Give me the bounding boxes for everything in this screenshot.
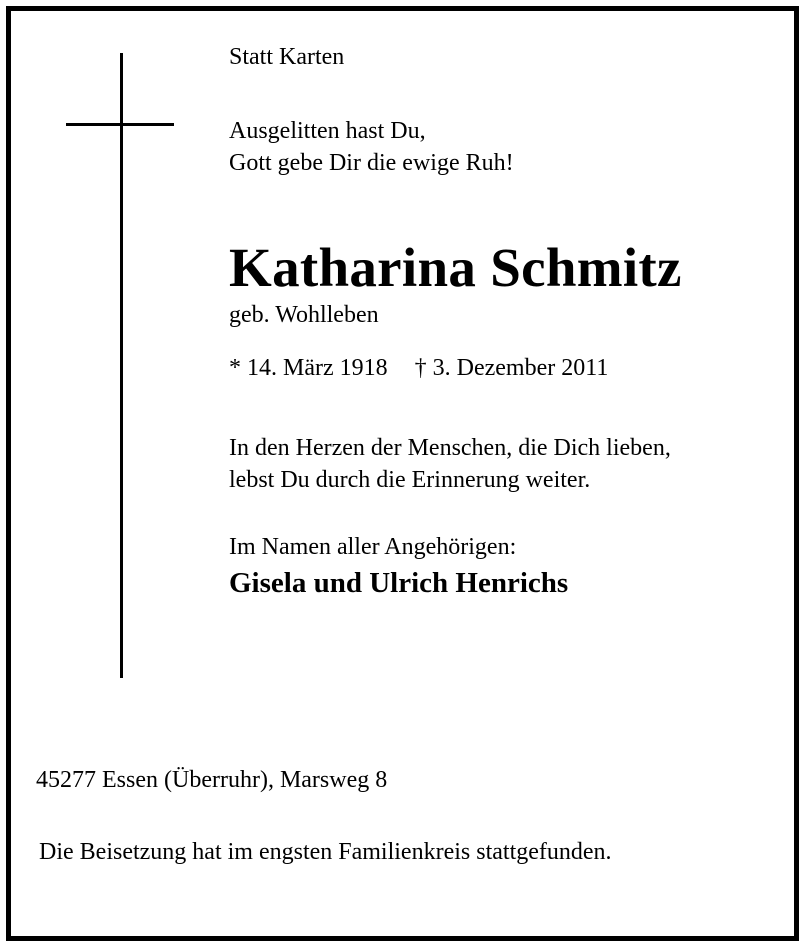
maiden-name: geb. Wohlleben <box>229 302 379 328</box>
cross-icon <box>120 53 123 678</box>
life-dates <box>229 356 608 380</box>
verse-line-2: Gott gebe Dir die ewige Ruh! <box>229 150 514 176</box>
birth-date: * 14. März 1918 <box>229 355 388 381</box>
signers: Gisela und Ulrich Henrichs <box>229 567 569 599</box>
notice-heading: Statt Karten <box>229 44 345 70</box>
deceased-name: Katharina Schmitz <box>229 237 682 298</box>
address: 45277 Essen (Überruhr), Marsweg 8 <box>36 767 388 793</box>
signoff-intro: Im Namen aller Angehörigen: <box>229 534 517 560</box>
verse-line-1: Ausgelitten hast Du, <box>229 118 426 144</box>
cross-icon-crossbar <box>66 123 174 126</box>
burial-note: Die Beisetzung hat im engsten Familienkreis stattgefunden. <box>39 839 612 865</box>
death-date: † 3. Dezember 2011 <box>414 355 609 381</box>
remembrance-line-1: In den Herzen der Menschen, die Dich lieben, <box>229 435 671 461</box>
remembrance-line-2: lebst Du durch die Erinnerung weiter. <box>229 467 591 493</box>
